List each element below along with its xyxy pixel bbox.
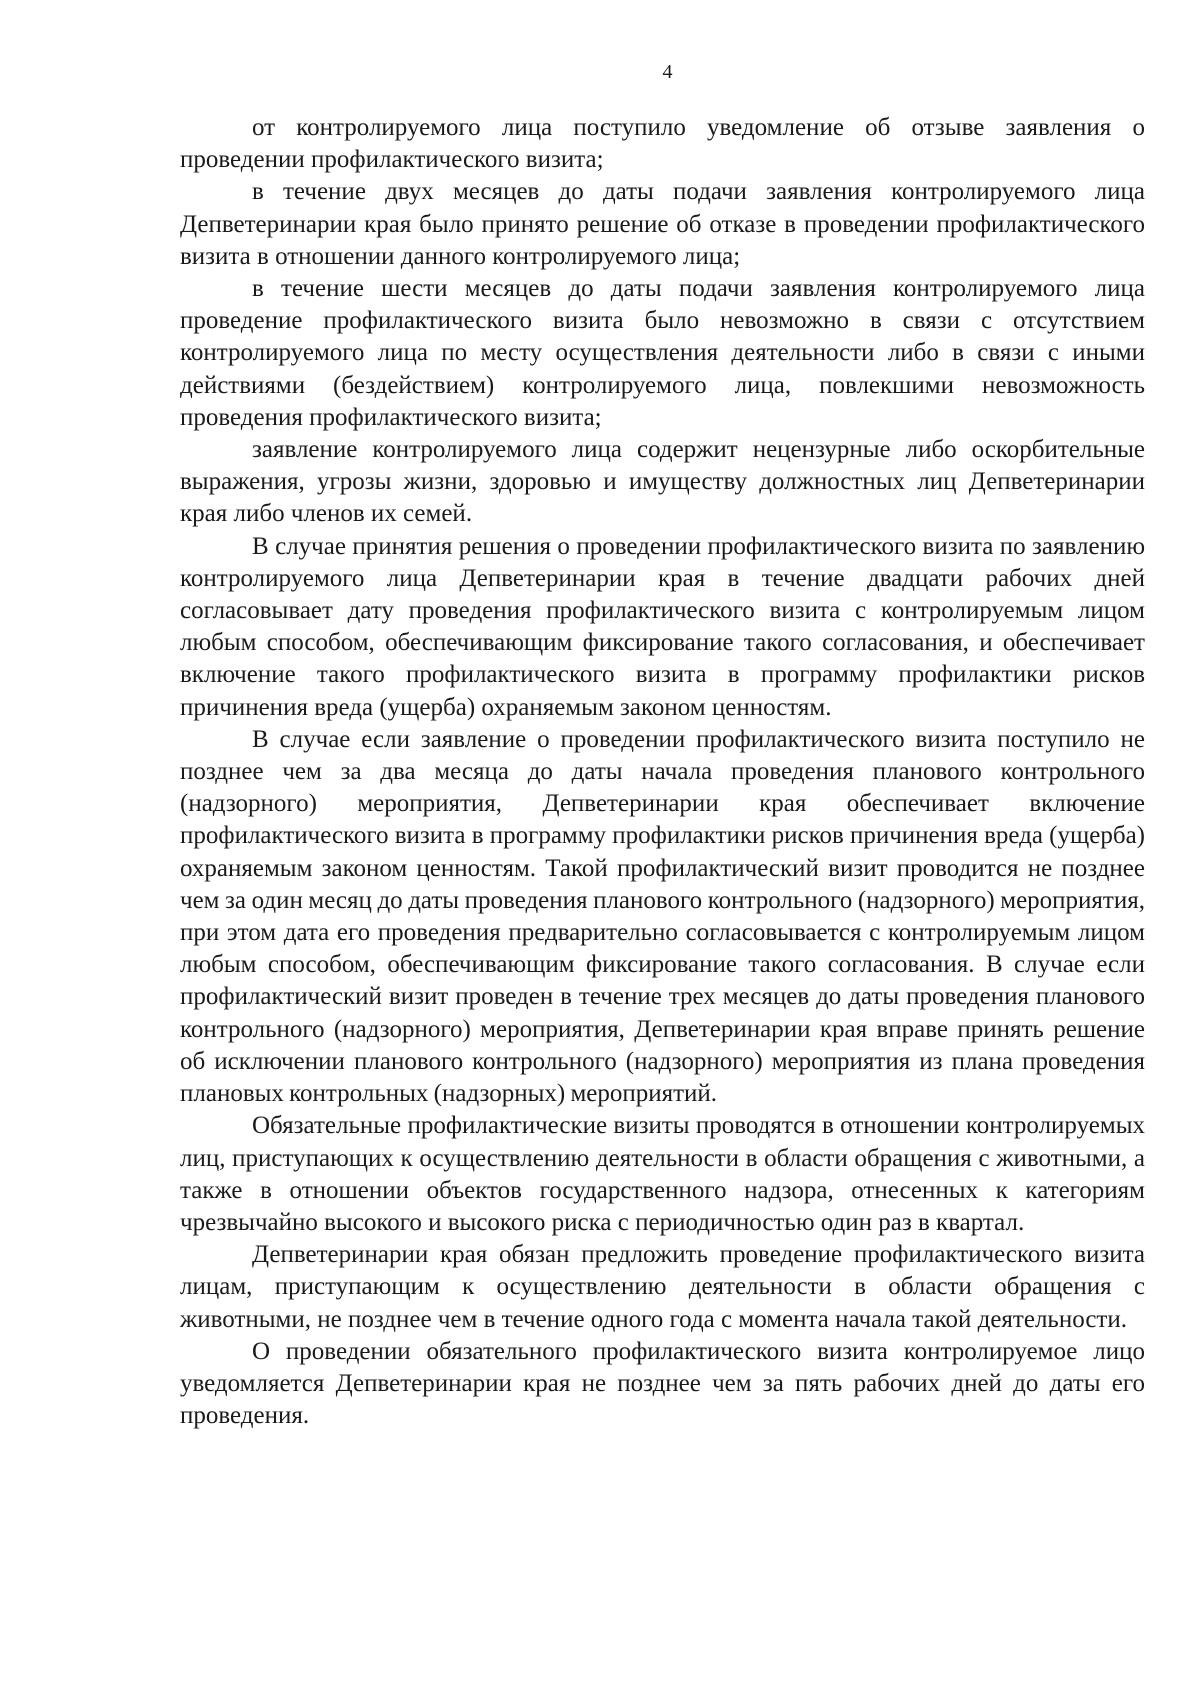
paragraph-planned-inspection: В случае если заявление о проведении профилактического визита поступило не позднее чем за два месяца до даты начала проведения планового контрольного (надзорного) мероприятия, Депветеринарии края обеспечивает включение профилактического визита в программу профилактики рисков причинения вреда (ущерба) охраняемым законом ценностям. Такой профилактический визит проводится не позднее чем за один месяц до даты проведения планового контрольного (надзорного) мероприятия, при этом дата его проведения предварительно согласовывается с контролируемым лицом любым способом, обеспечивающим фиксирование такого согласования. В случае если профилактический визит проведен в течение трех месяцев до даты проведения планового контрольного (надзорного) мероприятия, Депветеринарии края вправе принять решение об исключении планового контрольного (надзорного) мероприятия из плана проведения плановых контрольных (надзорных) мероприятий.: [180, 725, 1145, 1108]
page-number: 4: [662, 61, 673, 83]
paragraph-withdrawal-notice: от контролируемого лица поступило уведомление об отзыве заявления о проведении профилактического визита;: [180, 114, 1145, 174]
paragraph-visit-approval: В случае принятия решения о проведении профилактического визита по заявлению контролируемого лица Депветеринарии края в течение двадцати рабочих дней согласовывает дату проведения профилактического визита с контролируемым лицом любым способом, обеспечивающим фиксирование такого согласования, и обеспечивает включение такого профилактического визита в программу профилактики рисков причинения вреда (ущерба) охраняемым законом ценностям.: [180, 532, 1145, 721]
paragraph-visit-impossible: в течение шести месяцев до даты подачи заявления контролируемого лица проведение профилактического визита было невозможно в связи с отсутствием контролируемого лица по месту осуществления деятельности либо в связи с иными действиями (бездействием) контролируемого лица, повлекшими невозможность проведения профилактического визита;: [180, 275, 1145, 431]
paragraph-offensive-content: заявление контролируемого лица содержит нецензурные либо оскорбительные выражения, угрозы жизни, здоровью и имуществу должностных лиц Депветеринарии края либо членов их семей.: [180, 436, 1145, 528]
document-body: [180, 112, 1145, 1432]
paragraph-mandatory-visits: Обязательные профилактические визиты проводятся в отношении контролируемых лиц, приступающих к осуществлению деятельности в области обращения с животными, а также в отношении объектов государственного надзора, отнесенных к категориям чрезвычайно высокого и высокого риска с периодичностью один раз в квартал.: [180, 1112, 1145, 1236]
paragraph-offer-visit: Депветеринарии края обязан предложить проведение профилактического визита лицам, приступающим к осуществлению деятельности в области обращения с животными, не позднее чем в течение одного года с момента начала такой деятельности.: [180, 1241, 1145, 1333]
paragraph-notification: О проведении обязательного профилактического визита контролируемое лицо уведомляется Депветеринарии края не позднее чем за пять рабочих дней до даты его проведения.: [180, 1337, 1145, 1430]
paragraph-prior-refusal: в течение двух месяцев до даты подачи заявления контролируемого лица Депветеринарии края было принято решение об отказе в проведении профилактического визита в отношении данного контролируемого лица;: [180, 178, 1145, 270]
